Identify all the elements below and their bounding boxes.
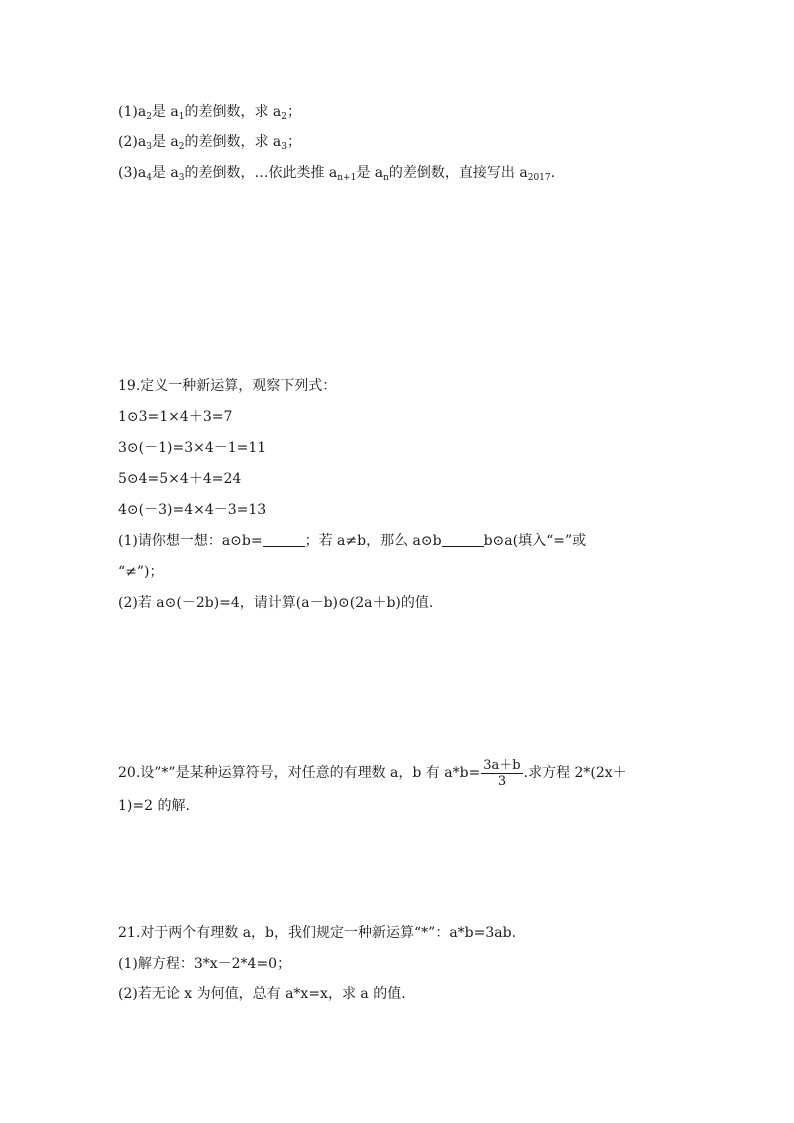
text: (2)a [118, 134, 147, 150]
fraction-numerator: 3a＋b [483, 757, 521, 773]
q20-line1 [118, 757, 627, 789]
subscript: 1 [178, 112, 185, 122]
subscript: n+1 [337, 173, 357, 183]
text: ； [286, 134, 301, 150]
q19-part1-cont: “≠”)； [118, 564, 164, 580]
subscript: 2 [178, 142, 185, 152]
text: 是 a [151, 165, 179, 181]
q19-part2: (2)若 a⊙(－2b)=4，请计算(a－b)⊙(2a＋b)的值. [118, 595, 434, 611]
subscript: n [383, 173, 389, 183]
answer-blank-2 [442, 532, 484, 547]
q19-example-3: 5⊙4=5×4＋4=24 [118, 471, 242, 487]
text: 的差倒数，求 a [184, 134, 282, 150]
subscript: 2 [146, 112, 152, 122]
text: 的差倒数，求 a [184, 104, 282, 120]
q19-example-4: 4⊙(－3)=4×4－3=13 [118, 502, 267, 518]
text: (1)请你想一想：a⊙b= [118, 533, 263, 549]
fraction-denominator: 3 [497, 773, 507, 789]
text: (3)a [118, 165, 147, 181]
answer-blank-1 [263, 532, 305, 547]
q18-part3 [118, 164, 555, 182]
text: . [550, 165, 556, 181]
text: 20.设”*”是某种运算符号，对任意的有理数 a，b 有 a*b= [118, 765, 481, 781]
q18-part1 [118, 103, 301, 121]
q19-example-1: 1⊙3=1×4＋3=7 [118, 409, 233, 425]
text: 是 a [356, 165, 384, 181]
text: ；若 a≠b，那么 a⊙b [304, 533, 442, 549]
text: 的差倒数，直接写出 a [388, 165, 528, 181]
subscript: 4 [146, 173, 152, 183]
q21-part2: (2)若无论 x 为何值，总有 a*x=x，求 a 的值. [118, 986, 406, 1002]
subscript: 3 [281, 142, 287, 152]
text: 的差倒数，…依此类推 a [184, 165, 338, 181]
q20-line2: 1)=2 的解. [118, 798, 190, 814]
q19-example-2: 3⊙(－1)=3×4－1=11 [118, 440, 267, 456]
text: ； [286, 104, 301, 120]
q19-title: 19.定义一种新运算，观察下列式： [118, 378, 337, 394]
q21-part1: (1)解方程：3*x－2*4=0； [118, 956, 292, 972]
subscript: 3 [178, 173, 185, 183]
subscript: 2017 [527, 173, 551, 183]
text: 是 a [151, 134, 179, 150]
text: 是 a [151, 104, 179, 120]
text: .求方程 2*(2x＋ [523, 765, 627, 781]
text: (1)a [118, 104, 147, 120]
q21-title: 21.对于两个有理数 a，b，我们规定一种新运算“*”：a*b=3ab. [118, 925, 517, 941]
text: b⊙a(填入“=”或 [483, 533, 587, 549]
subscript: 2 [281, 112, 287, 122]
subscript: 3 [146, 142, 152, 152]
q19-part1 [118, 532, 586, 550]
fraction [481, 758, 522, 789]
q18-part2 [118, 133, 301, 151]
